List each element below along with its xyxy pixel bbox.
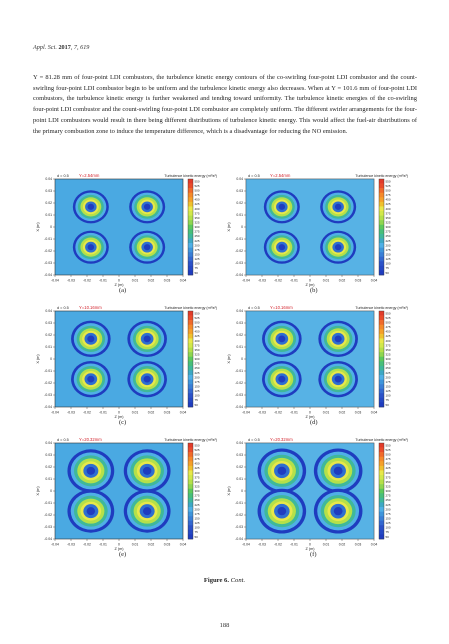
- y-axis-label: X (m): [227, 354, 231, 364]
- x-tick-label: 0.01: [131, 410, 139, 415]
- x-axis-label: Z (m): [305, 547, 315, 551]
- x-tick-label: 0.03: [354, 542, 362, 547]
- x-tick-label: 0.02: [338, 278, 346, 283]
- colorbar-tick-label: 425: [385, 202, 391, 207]
- colorbar-tick-label: 450: [385, 329, 391, 334]
- colorbar-tick-label: 525: [385, 183, 391, 188]
- y-tick-label: 0.03: [45, 321, 52, 326]
- colorbar-tick-label: 275: [385, 361, 391, 366]
- colorbar-tick-label: 400: [385, 206, 391, 211]
- y-tick-label: 0.02: [45, 201, 52, 206]
- y-axis-label: X (m): [36, 354, 40, 364]
- colorbar-title: Turbulence kinetic energy (m²/s²): [164, 306, 217, 310]
- colorbar-tick-label: 500: [194, 320, 200, 325]
- colorbar-tick-label: 425: [385, 466, 391, 471]
- contour-plot: [224, 171, 414, 289]
- colorbar-tick-label: 200: [194, 243, 200, 248]
- colorbar-tick-label: 500: [385, 188, 391, 193]
- colorbar-tick-label: 75: [194, 398, 198, 403]
- colorbar-tick-label: 200: [385, 507, 391, 512]
- colorbar-tick-label: 50: [385, 402, 389, 407]
- x-tick-label: -0.01: [99, 542, 107, 547]
- y-tick-label: -0.02: [235, 381, 243, 386]
- x-tick-label: 0: [309, 542, 311, 547]
- y-axis-label: X (m): [227, 486, 231, 496]
- y-tick-label: 0.01: [236, 345, 243, 350]
- y-tick-label: 0: [50, 225, 52, 230]
- contour-panel-b: [224, 171, 414, 294]
- colorbar-tick-label: 50: [194, 270, 198, 275]
- swirl-label: d = 0.5: [57, 438, 69, 442]
- x-tick-label: 0: [118, 410, 120, 415]
- colorbar-tick-label: 450: [194, 461, 200, 466]
- colorbar-tick-label: 550: [194, 311, 200, 316]
- colorbar-tick-label: 350: [194, 215, 200, 220]
- x-tick-label: -0.01: [99, 410, 107, 415]
- colorbar-tick-label: 375: [385, 475, 391, 480]
- colorbar-tick-label: 100: [194, 261, 200, 266]
- y-tick-label: -0.02: [235, 249, 243, 254]
- x-axis-label: Z (m): [305, 415, 315, 419]
- colorbar-tick-label: 300: [194, 357, 200, 362]
- y-tick-label: 0.01: [236, 477, 243, 482]
- colorbar-tick-label: 425: [385, 334, 391, 339]
- y-tick-label: 0.04: [45, 177, 52, 182]
- x-tick-label: 0: [309, 410, 311, 415]
- x-tick-label: 0.04: [179, 278, 187, 283]
- y-tick-label: 0.03: [236, 321, 243, 326]
- colorbar-tick-label: 475: [385, 325, 391, 330]
- x-tick-label: 0.04: [370, 542, 378, 547]
- y-tick-label: 0.03: [45, 453, 52, 458]
- x-tick-label: 0: [118, 278, 120, 283]
- x-tick-label: 0.02: [147, 542, 155, 547]
- x-tick-label: -0.02: [274, 278, 282, 283]
- x-tick-label: 0.02: [147, 410, 155, 415]
- x-tick-label: 0.04: [179, 410, 187, 415]
- colorbar-tick-label: 175: [194, 511, 200, 516]
- y-tick-label: 0.04: [45, 309, 52, 314]
- y-tick-label: -0.03: [44, 393, 52, 398]
- colorbar-tick-label: 350: [385, 479, 391, 484]
- colorbar-tick-label: 525: [194, 315, 200, 320]
- subfigure-label: (b): [310, 287, 318, 294]
- colorbar-tick-label: 525: [385, 447, 391, 452]
- contour-panel-c: [33, 303, 223, 426]
- colorbar-tick-label: 325: [194, 352, 200, 357]
- journal-year: 2017: [58, 44, 71, 51]
- swirl-label: d = 0.5: [57, 306, 69, 310]
- colorbar-tick-label: 500: [385, 452, 391, 457]
- x-axis-label: Z (m): [114, 283, 124, 287]
- colorbar-tick-label: 400: [194, 470, 200, 475]
- colorbar-tick-label: 350: [385, 215, 391, 220]
- y-tick-label: 0.03: [45, 189, 52, 194]
- colorbar-tick-label: 475: [194, 325, 200, 330]
- y-tick-label: -0.01: [235, 501, 243, 506]
- colorbar-tick-label: 450: [194, 197, 200, 202]
- y-tick-label: 0.03: [236, 453, 243, 458]
- x-tick-label: -0.03: [67, 278, 75, 283]
- colorbar-tick-label: 475: [385, 193, 391, 198]
- colorbar-tick-label: 350: [194, 479, 200, 484]
- colorbar-tick-label: 325: [194, 484, 200, 489]
- y-tick-label: 0.01: [236, 213, 243, 218]
- colorbar-title: Turbulence kinetic energy (m²/s²): [355, 306, 408, 310]
- y-tick-label: 0.03: [236, 189, 243, 194]
- colorbar-tick-label: 125: [194, 257, 200, 262]
- x-tick-label: -0.02: [83, 542, 91, 547]
- x-tick-label: -0.04: [51, 542, 59, 547]
- contour-panel-d: [224, 303, 414, 426]
- y-tick-label: 0.04: [236, 309, 243, 314]
- colorbar-tick-label: 450: [194, 329, 200, 334]
- colorbar-tick-label: 300: [385, 225, 391, 230]
- colorbar-tick-label: 225: [194, 238, 200, 243]
- colorbar-tick-label: 125: [194, 389, 200, 394]
- x-tick-label: -0.03: [67, 410, 75, 415]
- colorbar-tick-label: 200: [385, 375, 391, 380]
- x-tick-label: -0.04: [242, 278, 250, 283]
- contour-panel-e: [33, 435, 223, 558]
- colorbar-tick-label: 325: [194, 220, 200, 225]
- colorbar-tick-label: 250: [194, 366, 200, 371]
- y-tick-label: 0: [50, 489, 52, 494]
- colorbar-tick-label: 50: [385, 270, 389, 275]
- subfigure-label: (e): [119, 551, 127, 558]
- x-tick-label: 0.02: [338, 542, 346, 547]
- colorbar-tick-label: 175: [385, 247, 391, 252]
- contour-plot: [33, 171, 223, 289]
- colorbar-tick-label: 125: [194, 521, 200, 526]
- y-tick-label: -0.01: [44, 369, 52, 374]
- colorbar-tick-label: 325: [385, 484, 391, 489]
- y-tick-label: -0.02: [44, 249, 52, 254]
- colorbar-tick-label: 550: [385, 311, 391, 316]
- colorbar-tick-label: 150: [194, 252, 200, 257]
- journal-header: [33, 44, 89, 51]
- subfigure-label: (f): [310, 551, 317, 558]
- colorbar-tick-label: 225: [194, 370, 200, 375]
- colorbar-tick-label: 275: [194, 493, 200, 498]
- swirl-label: d = 0.5: [248, 438, 260, 442]
- colorbar-tick-label: 400: [194, 206, 200, 211]
- x-axis-label: Z (m): [305, 283, 315, 287]
- y-tick-label: 0: [241, 489, 243, 494]
- colorbar-tick-label: 175: [385, 379, 391, 384]
- location-label: Y=20.32mm: [79, 437, 102, 442]
- y-tick-label: -0.03: [44, 261, 52, 266]
- x-tick-label: 0.03: [163, 542, 171, 547]
- x-tick-label: -0.02: [83, 278, 91, 283]
- x-tick-label: 0.01: [131, 542, 139, 547]
- colorbar-tick-label: 250: [385, 498, 391, 503]
- y-tick-label: -0.04: [44, 537, 52, 542]
- colorbar-tick-label: 175: [194, 379, 200, 384]
- y-tick-label: -0.01: [235, 237, 243, 242]
- contour-plot: [224, 303, 414, 421]
- x-tick-label: 0.03: [163, 278, 171, 283]
- colorbar-tick-label: 400: [385, 470, 391, 475]
- colorbar-tick-label: 475: [385, 457, 391, 462]
- colorbar-tick-label: 375: [194, 475, 200, 480]
- colorbar-tick-label: 275: [385, 493, 391, 498]
- colorbar-tick-label: 500: [194, 188, 200, 193]
- x-tick-label: 0.03: [354, 278, 362, 283]
- y-tick-label: 0.02: [236, 333, 243, 338]
- colorbar-tick-label: 500: [385, 320, 391, 325]
- y-tick-label: 0.02: [236, 465, 243, 470]
- x-tick-label: -0.04: [51, 278, 59, 283]
- colorbar-tick-label: 550: [385, 179, 391, 184]
- y-tick-label: 0.02: [45, 465, 52, 470]
- colorbar-tick-label: 500: [194, 452, 200, 457]
- y-tick-label: -0.03: [235, 393, 243, 398]
- colorbar-tick-label: 325: [385, 352, 391, 357]
- contour-plot: [33, 435, 223, 553]
- colorbar-tick-label: 425: [194, 466, 200, 471]
- colorbar-title: Turbulence kinetic energy (m²/s²): [355, 174, 408, 178]
- y-tick-label: -0.03: [235, 261, 243, 266]
- colorbar-tick-label: 375: [385, 343, 391, 348]
- colorbar-tick-label: 50: [194, 402, 198, 407]
- y-tick-label: -0.04: [235, 537, 243, 542]
- colorbar-tick-label: 400: [385, 338, 391, 343]
- y-tick-label: 0.04: [45, 441, 52, 446]
- colorbar-tick-label: 100: [194, 393, 200, 398]
- colorbar-tick-label: 250: [385, 366, 391, 371]
- y-tick-label: -0.04: [235, 273, 243, 278]
- colorbar-tick-label: 150: [194, 384, 200, 389]
- x-tick-label: -0.02: [274, 542, 282, 547]
- x-tick-label: -0.04: [242, 410, 250, 415]
- x-tick-label: -0.03: [67, 542, 75, 547]
- y-tick-label: -0.02: [44, 381, 52, 386]
- location-label: Y=10.16mm: [270, 305, 293, 310]
- swirl-label: d = 0.5: [248, 306, 260, 310]
- colorbar-tick-label: 100: [385, 393, 391, 398]
- colorbar-tick-label: 300: [194, 489, 200, 494]
- colorbar-tick-label: 475: [194, 457, 200, 462]
- y-tick-label: -0.03: [235, 525, 243, 530]
- colorbar-tick-label: 550: [194, 179, 200, 184]
- x-axis-label: Z (m): [114, 547, 124, 551]
- page-number: 188: [219, 622, 230, 629]
- colorbar-tick-label: 200: [194, 507, 200, 512]
- y-tick-label: 0: [50, 357, 52, 362]
- colorbar-tick-label: 75: [194, 530, 198, 535]
- x-tick-label: -0.03: [258, 542, 266, 547]
- subfigure-label: (c): [119, 419, 127, 426]
- colorbar-tick-label: 425: [194, 202, 200, 207]
- x-tick-label: 0.01: [322, 410, 330, 415]
- colorbar-title: Turbulence kinetic energy (m²/s²): [355, 438, 408, 442]
- y-tick-label: -0.04: [44, 273, 52, 278]
- journal-volume: , 7, 619: [70, 44, 90, 51]
- x-axis-label: Z (m): [114, 415, 124, 419]
- y-tick-label: 0.02: [45, 333, 52, 338]
- colorbar-tick-label: 50: [385, 534, 389, 539]
- y-tick-label: 0.01: [45, 345, 52, 350]
- colorbar-tick-label: 250: [385, 234, 391, 239]
- x-tick-label: -0.04: [242, 542, 250, 547]
- colorbar-tick-label: 225: [385, 238, 391, 243]
- colorbar-tick-label: 175: [385, 511, 391, 516]
- y-tick-label: 0: [241, 225, 243, 230]
- colorbar-tick-label: 225: [385, 502, 391, 507]
- figure-caption: [0, 577, 449, 584]
- colorbar-tick-label: 300: [194, 225, 200, 230]
- x-tick-label: -0.01: [290, 542, 298, 547]
- x-tick-label: 0.04: [370, 278, 378, 283]
- colorbar-title: Turbulence kinetic energy (m²/s²): [164, 438, 217, 442]
- swirl-label: d = 0.5: [57, 174, 69, 178]
- location-label: Y=2.54mm: [270, 173, 291, 178]
- x-tick-label: 0.01: [322, 542, 330, 547]
- x-tick-label: 0: [309, 278, 311, 283]
- colorbar-tick-label: 175: [194, 247, 200, 252]
- colorbar-tick-label: 350: [194, 347, 200, 352]
- colorbar-tick-label: 525: [194, 183, 200, 188]
- y-tick-label: 0.01: [45, 477, 52, 482]
- colorbar-tick-label: 50: [194, 534, 198, 539]
- colorbar-tick-label: 125: [385, 389, 391, 394]
- y-axis-label: X (m): [36, 222, 40, 232]
- colorbar-tick-label: 450: [385, 461, 391, 466]
- x-tick-label: -0.01: [99, 278, 107, 283]
- colorbar-title: Turbulence kinetic energy (m²/s²): [164, 174, 217, 178]
- colorbar-tick-label: 275: [194, 229, 200, 234]
- colorbar-tick-label: 300: [385, 489, 391, 494]
- colorbar-tick-label: 150: [194, 516, 200, 521]
- x-tick-label: -0.01: [290, 278, 298, 283]
- contour-plot: [224, 435, 414, 553]
- colorbar-tick-label: 450: [385, 197, 391, 202]
- colorbar-tick-label: 275: [385, 229, 391, 234]
- y-tick-label: -0.03: [44, 525, 52, 530]
- colorbar-tick-label: 100: [385, 261, 391, 266]
- y-tick-label: 0: [241, 357, 243, 362]
- colorbar-tick-label: 225: [385, 370, 391, 375]
- colorbar-tick-label: 425: [194, 334, 200, 339]
- colorbar-tick-label: 150: [385, 384, 391, 389]
- y-tick-label: 0.04: [236, 177, 243, 182]
- subfigure-label: (a): [119, 287, 127, 294]
- y-tick-label: -0.01: [44, 237, 52, 242]
- y-axis-label: X (m): [227, 222, 231, 232]
- figure-caption-text: Cont.: [230, 577, 246, 584]
- colorbar-tick-label: 550: [194, 443, 200, 448]
- contour-panel-f: [224, 435, 414, 558]
- x-tick-label: -0.02: [83, 410, 91, 415]
- x-tick-label: 0.02: [147, 278, 155, 283]
- colorbar-tick-label: 325: [385, 220, 391, 225]
- colorbar-tick-label: 375: [194, 343, 200, 348]
- contour-plot: [33, 303, 223, 421]
- x-tick-label: -0.02: [274, 410, 282, 415]
- colorbar-tick-label: 525: [385, 315, 391, 320]
- colorbar-tick-label: 375: [385, 211, 391, 216]
- colorbar-tick-label: 250: [194, 234, 200, 239]
- colorbar-tick-label: 550: [385, 443, 391, 448]
- y-axis-label: X (m): [36, 486, 40, 496]
- location-label: Y=20.32mm: [270, 437, 293, 442]
- colorbar-tick-label: 525: [194, 447, 200, 452]
- x-tick-label: 0.04: [370, 410, 378, 415]
- colorbar-tick-label: 300: [385, 357, 391, 362]
- swirl-label: d = 0.5: [248, 174, 260, 178]
- y-tick-label: 0.02: [236, 201, 243, 206]
- x-tick-label: 0: [118, 542, 120, 547]
- x-tick-label: 0.02: [338, 410, 346, 415]
- colorbar-tick-label: 375: [194, 211, 200, 216]
- colorbar-tick-label: 75: [385, 530, 389, 535]
- colorbar-tick-label: 225: [194, 502, 200, 507]
- colorbar-tick-label: 75: [194, 266, 198, 271]
- colorbar-tick-label: 350: [385, 347, 391, 352]
- colorbar-tick-label: 400: [194, 338, 200, 343]
- y-tick-label: -0.01: [235, 369, 243, 374]
- y-tick-label: -0.02: [44, 513, 52, 518]
- x-tick-label: 0.01: [131, 278, 139, 283]
- x-tick-label: -0.03: [258, 410, 266, 415]
- x-tick-label: 0.04: [179, 542, 187, 547]
- x-tick-label: -0.04: [51, 410, 59, 415]
- colorbar-tick-label: 275: [194, 361, 200, 366]
- colorbar-tick-label: 125: [385, 257, 391, 262]
- colorbar-tick-label: 250: [194, 498, 200, 503]
- x-tick-label: -0.01: [290, 410, 298, 415]
- journal-name: Appl. Sci.: [33, 44, 57, 51]
- colorbar-tick-label: 150: [385, 252, 391, 257]
- x-tick-label: 0.03: [354, 410, 362, 415]
- colorbar-tick-label: 475: [194, 193, 200, 198]
- colorbar-tick-label: 125: [385, 521, 391, 526]
- y-tick-label: -0.04: [235, 405, 243, 410]
- y-tick-label: -0.01: [44, 501, 52, 506]
- body-paragraph: Y = 81.28 mm of four-point LDI combustors, the turbulence kinetic energy contours of the co-swirling four-point LDI combustor and the count-swirling four-point LDI combustor begin to be uniform and the turbulence kinetic energy also decreases. When at Y = 101.6 mm of four-point LDI combustors, the turbulence kinetic energy is further weakened and tending toward uniformity. The turbulence kinetic energies of the co-swirling four-point LDI combustor and the count-swirling four-point LDI combustor are completely uniform. The different swirler arrangements for the four-point LDI combustors would result in there being different distributions of turbulence kinetic energy. This would affect the fuel-air distributions of the primary combustion zone to induce the temperature difference, which is a disadvantage for reducing the NO emission.: [33, 74, 417, 135]
- y-tick-label: -0.02: [235, 513, 243, 518]
- subfigure-label: (d): [310, 419, 318, 426]
- colorbar-tick-label: 200: [194, 375, 200, 380]
- colorbar-tick-label: 75: [385, 398, 389, 403]
- colorbar-tick-label: 150: [385, 516, 391, 521]
- x-tick-label: 0.03: [163, 410, 171, 415]
- location-label: Y=2.54mm: [79, 173, 100, 178]
- colorbar-tick-label: 75: [385, 266, 389, 271]
- y-tick-label: -0.04: [44, 405, 52, 410]
- x-tick-label: -0.03: [258, 278, 266, 283]
- colorbar-tick-label: 100: [385, 525, 391, 530]
- x-tick-label: 0.01: [322, 278, 330, 283]
- y-tick-label: 0.04: [236, 441, 243, 446]
- y-tick-label: 0.01: [45, 213, 52, 218]
- location-label: Y=10.16mm: [79, 305, 102, 310]
- colorbar-tick-label: 100: [194, 525, 200, 530]
- contour-panel-a: [33, 171, 223, 294]
- colorbar-tick-label: 200: [385, 243, 391, 248]
- figure-label: Figure 6.: [203, 577, 229, 584]
